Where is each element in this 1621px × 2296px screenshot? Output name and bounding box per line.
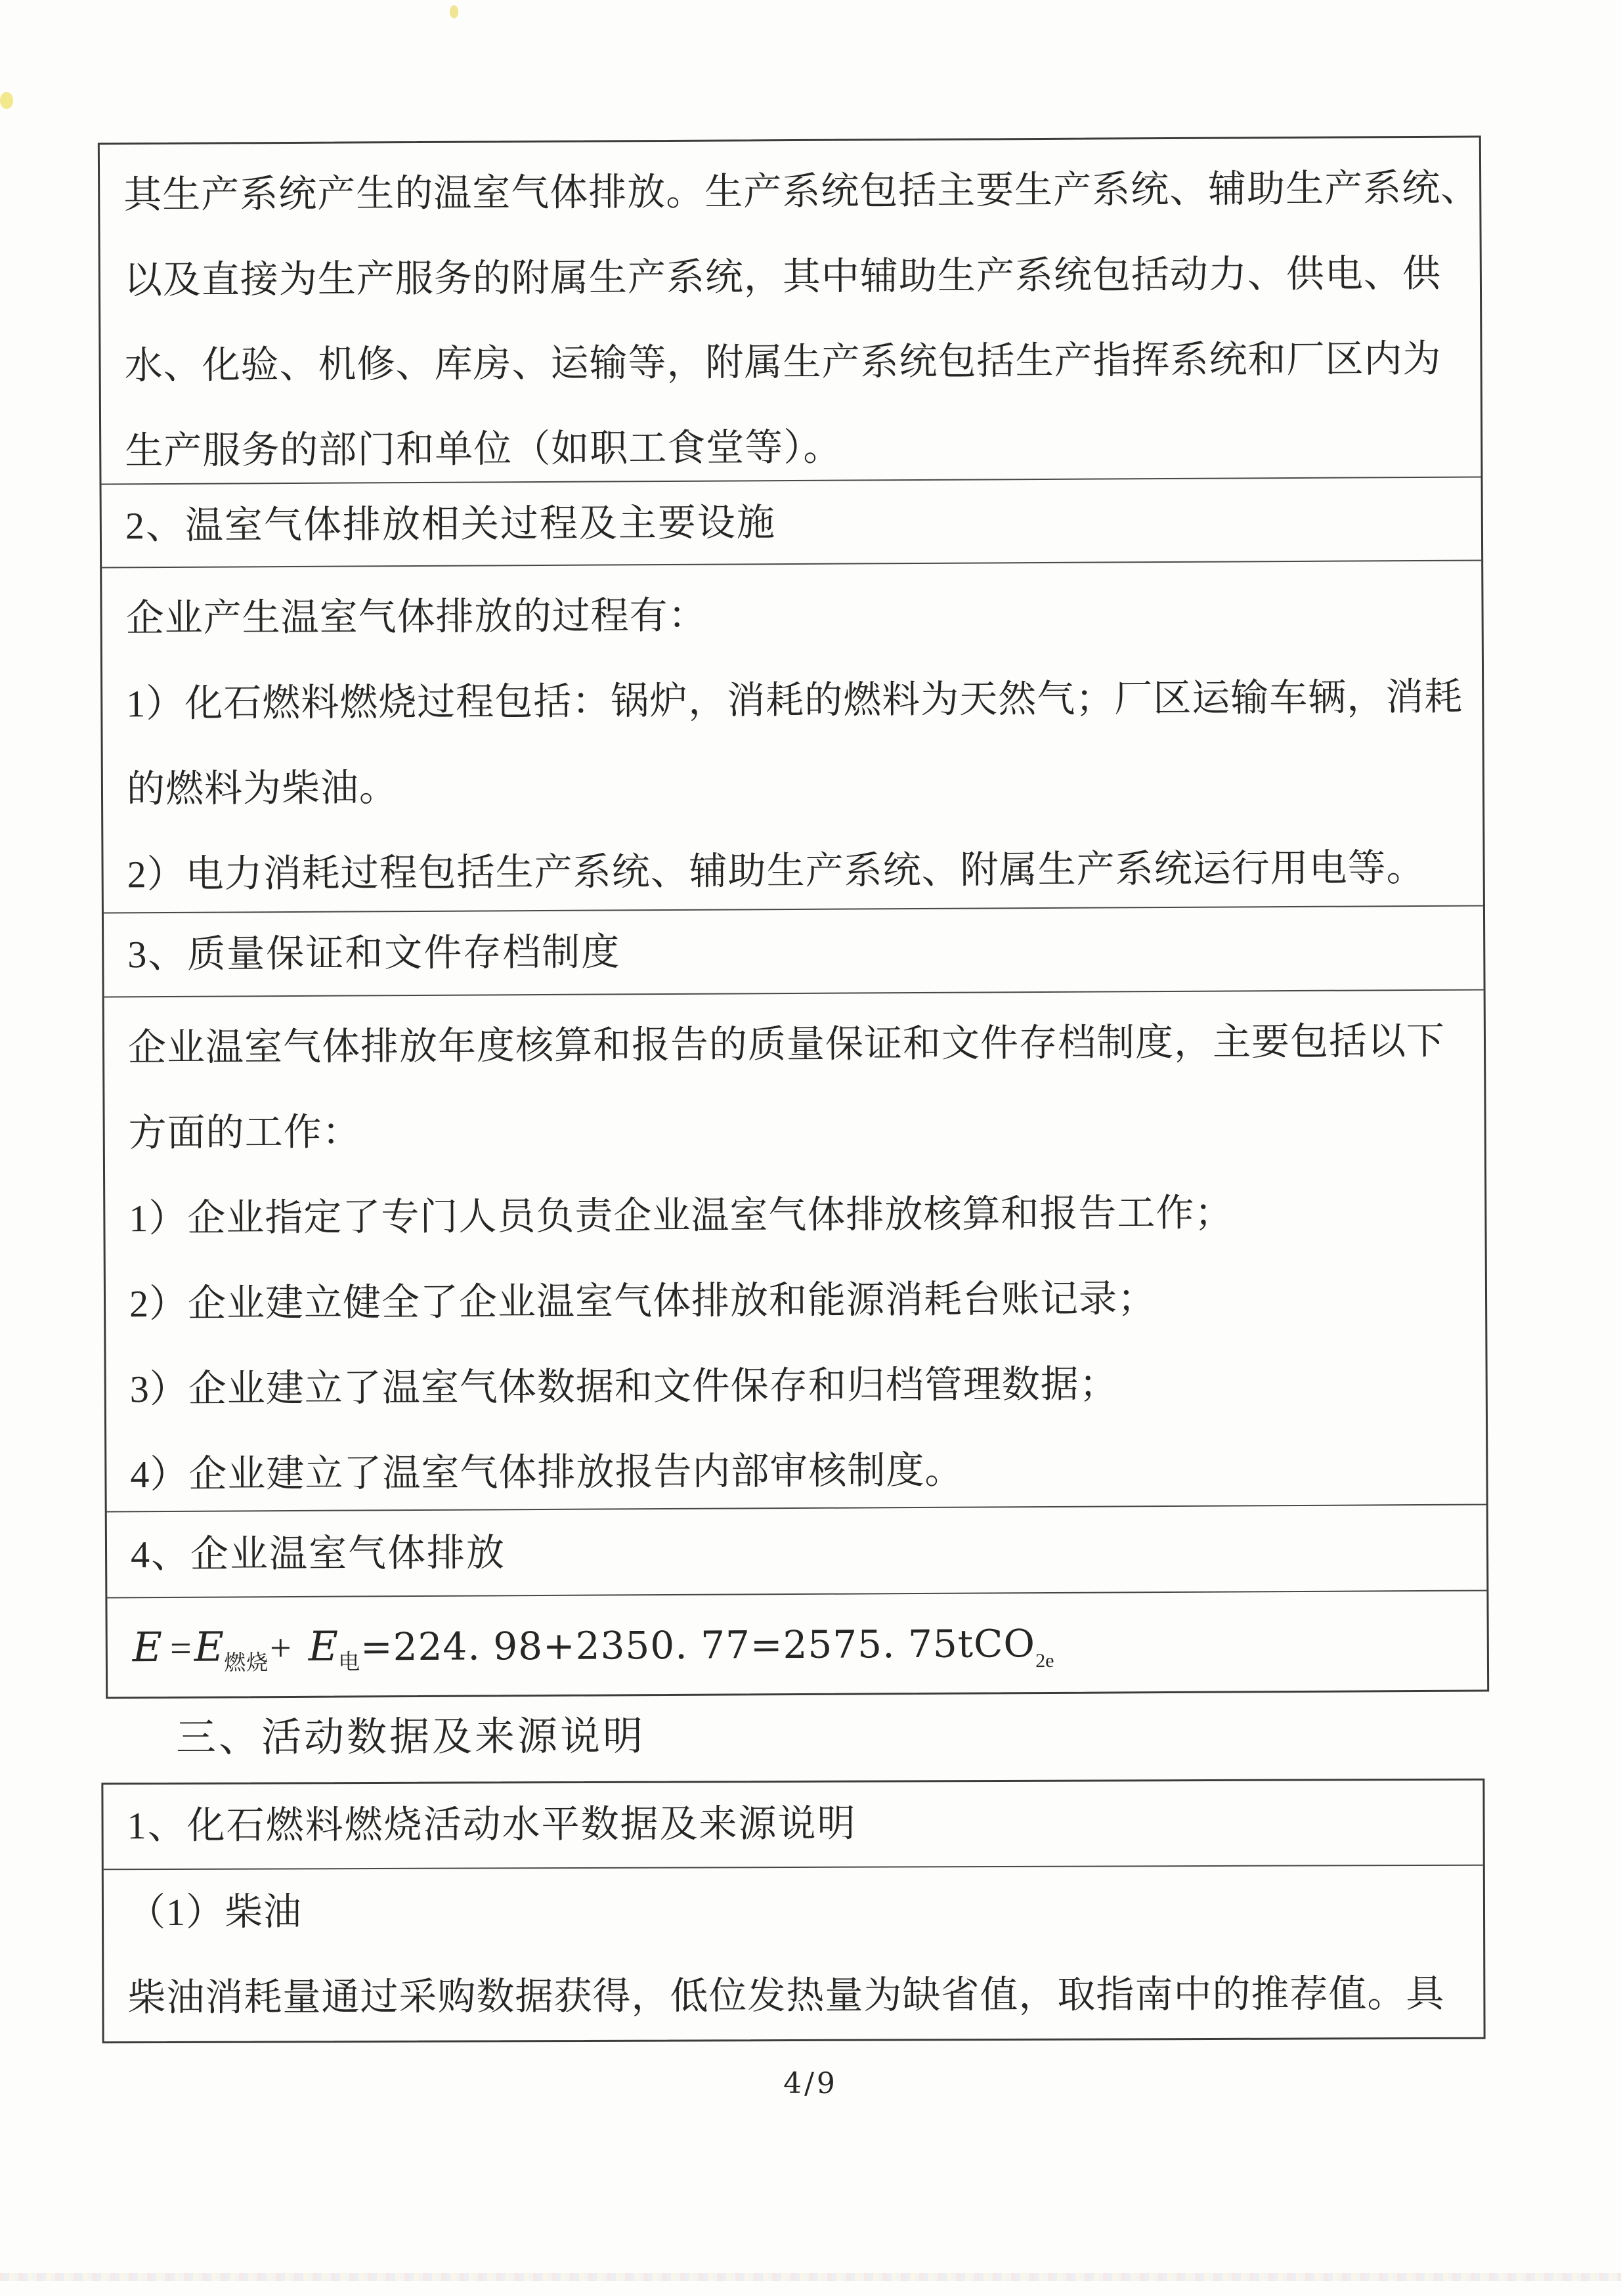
paragraph-line: 生产服务的部门和单位（如职工食堂等）。 (125, 425, 842, 473)
formula-equals: = (169, 1626, 192, 1670)
emission-process-paragraph (102, 560, 1483, 913)
production-system-paragraph (100, 138, 1481, 484)
paragraph-line: 4）企业建立了温室气体排放报告内部审核制度。 (130, 1448, 964, 1496)
scan-noise-strip (0, 2273, 1621, 2281)
paragraph-line: 3）企业建立了温室气体数据和文件保存和归档管理数据； (129, 1362, 1118, 1411)
formula-E: E (132, 1623, 163, 1672)
paragraph-line: 1）化石燃料燃烧过程包括：锅炉，消耗的燃料为天然气；厂区运输车辆，消耗 (126, 675, 1463, 726)
scan-artifact-dot (0, 92, 13, 109)
formula-E-electricity: E (308, 1622, 339, 1670)
formula-result: =224. 98+2350. 77=2575. 75tCO (360, 1621, 1036, 1670)
diesel-paragraph (104, 1865, 1484, 2039)
formula-subscript-electricity: 电 (338, 1651, 361, 1675)
paragraph-line: 1）企业指定了专门人员负责企业温室气体排放核算和报告工作； (129, 1191, 1234, 1240)
quality-assurance-paragraph (104, 989, 1486, 1511)
fossil-fuel-activity-header: 1、化石燃料燃烧活动水平数据及来源说明 (127, 1802, 857, 1848)
paragraph-line: 的燃料为柴油。 (126, 766, 399, 811)
section-4-header: 4、企业温室气体排放 (107, 1504, 1487, 1597)
paragraph-line: 以及直接为生产服务的附属生产系统，其中辅助生产系统包括动力、供电、供 (123, 251, 1442, 302)
formula-subscript-combustion: 燃烧 (224, 1651, 269, 1676)
paragraph-line: 2）企业建立健全了企业温室气体排放和能源消耗台账记录； (129, 1277, 1157, 1326)
paragraph-line: 2）电力消耗过程包括生产系统、辅助生产系统、附属生产系统运行用电等。 (127, 846, 1425, 896)
formula-subscript-co2e: 2e (1035, 1649, 1054, 1672)
paragraph-line: 柴油消耗量通过采购数据获得，低位发热量为缺省值，取指南中的推荐值。具 (127, 1972, 1445, 2020)
section-2-header: 2、温室气体排放相关过程及主要设施 (102, 477, 1482, 567)
scan-artifact-dot (450, 5, 458, 18)
paragraph-line: （1）柴油 (127, 1890, 303, 1934)
emission-total-formula (107, 1590, 1487, 1697)
section-3-activity-data-heading: 三、活动数据及来源说明 (175, 1714, 646, 1761)
formula-E-combustion: E (194, 1622, 225, 1671)
activity-data-table (101, 1779, 1485, 2044)
formula-plus: + (269, 1626, 292, 1670)
paragraph-line: 方面的工作： (128, 1110, 361, 1155)
ghg-report-table (98, 136, 1489, 1699)
paragraph-line: 企业温室气体排放年度核算和报告的质量保证和文件存档制度，主要包括以下 (127, 1019, 1446, 1070)
section-3-header: 3、质量保证和文件存档制度 (104, 905, 1484, 996)
paragraph-line: 水、化验、机修、库房、运输等，附属生产系统包括生产指挥系统和厂区内为 (124, 337, 1442, 387)
paragraph-line: 企业产生温室气体排放的过程有： (125, 594, 707, 640)
page-number: 4/9 (783, 2067, 838, 2100)
paragraph-line: 其生产系统产生的温室气体排放。生产系统包括主要生产系统、辅助生产系统、 (123, 166, 1480, 217)
